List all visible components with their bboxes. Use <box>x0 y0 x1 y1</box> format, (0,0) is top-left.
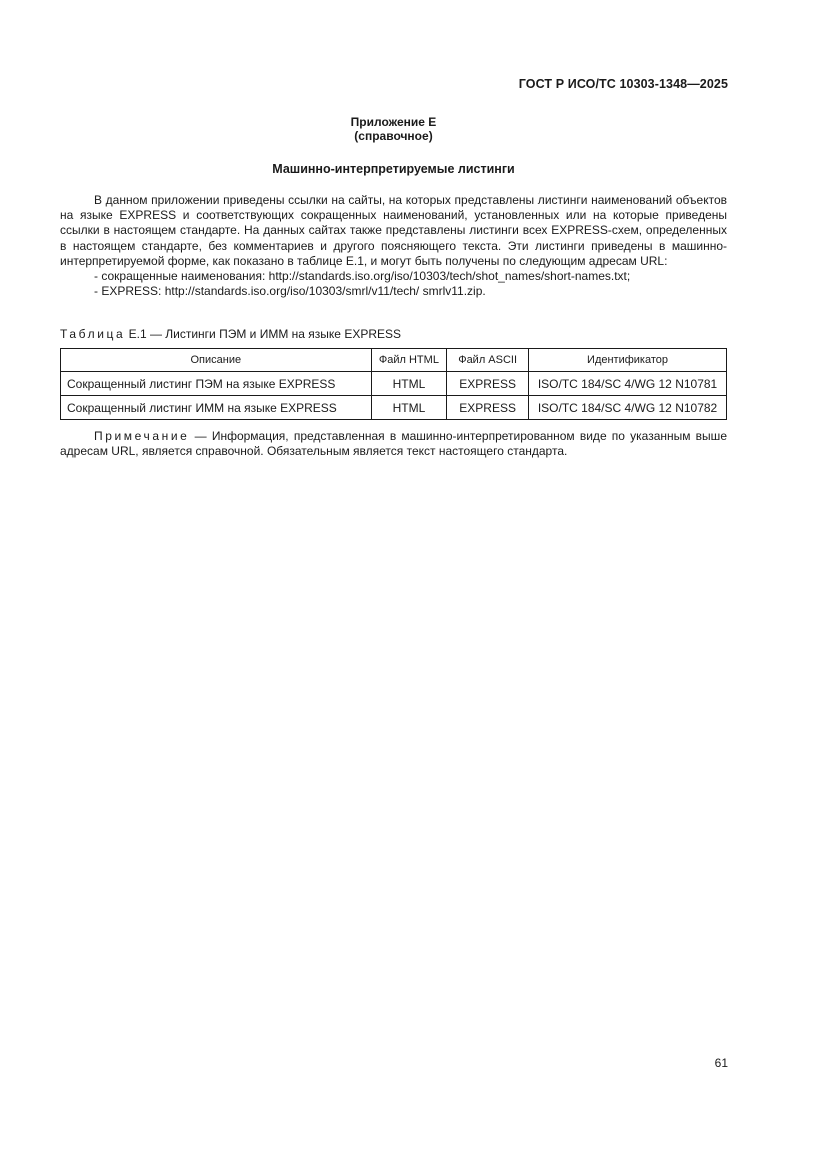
listings-table <box>60 348 727 420</box>
table-cell-ascii-file: EXPRESS <box>447 372 529 396</box>
table-cell-html-file: HTML <box>371 396 447 420</box>
table-caption-label: Таблица <box>60 327 126 341</box>
page-number: 61 <box>714 1056 728 1070</box>
note-text: — Информация, представленная в машинно-интерпретированном виде по указанным выше адресам URL, является справочной. Обязательным является текст настоящего стандарта. <box>60 429 727 459</box>
intro-paragraph: В данном приложении приведены ссылки на сайты, на которых представлены листинги наименований объектов на языке EXPRESS и соответствующих сокращенных наименований, установленных или на которые приведены ссылки в настоящем стандарте. На данных сайтах также представлены листинги всех EXPRESS-схем, определенных в настоящем стандарте, без комментариев и другого поясняющего текста. Эти листинги приведены в машинно-интерпретируемой форме, как показано в таблице Е.1, и могут быть получены по следующим адресам URL: <box>60 193 727 268</box>
column-header-ascii-file: Файл ASCII <box>447 349 529 372</box>
table-caption-text: Е.1 — Листинги ПЭМ и ИММ на языке EXPRESS <box>125 327 402 341</box>
table-cell-html-file: HTML <box>371 372 447 396</box>
list-item-short-names: - сокращенные наименования: http://standards.iso.org/iso/10303/tech/shot_names/short-names.txt; <box>94 269 631 284</box>
appendix-heading <box>60 115 727 143</box>
table-cell-identifier: ISO/TC 184/SC 4/WG 12 N10781 <box>529 372 727 396</box>
table-header-row <box>61 349 727 372</box>
note <box>60 429 727 459</box>
appendix-kind: (справочное) <box>354 129 433 143</box>
table-cell-ascii-file: EXPRESS <box>447 396 529 420</box>
document-header: ГОСТ Р ИСО/ТС 10303-1348—2025 <box>518 77 728 91</box>
main-text <box>60 193 727 299</box>
note-label: Примечание <box>94 429 190 443</box>
column-header-description: Описание <box>61 349 372 372</box>
table-row <box>61 372 727 396</box>
appendix-title: Приложение Е <box>350 115 437 129</box>
column-header-identifier: Идентификатор <box>529 349 727 372</box>
table-cell-identifier: ISO/TC 184/SC 4/WG 12 N10782 <box>529 396 727 420</box>
section-title: Машинно-интерпретируемые листинги <box>272 162 515 176</box>
table-caption <box>60 327 401 341</box>
table-cell-description: Сокращенный листинг ПЭМ на языке EXPRESS <box>61 372 372 396</box>
column-header-html-file: Файл HTML <box>371 349 447 372</box>
table-cell-description: Сокращенный листинг ИММ на языке EXPRESS <box>61 396 372 420</box>
list-item-express: - EXPRESS: http://standards.iso.org/iso/10303/smrl/v11/tech/ smrlv11.zip. <box>94 284 486 299</box>
table-row <box>61 396 727 420</box>
